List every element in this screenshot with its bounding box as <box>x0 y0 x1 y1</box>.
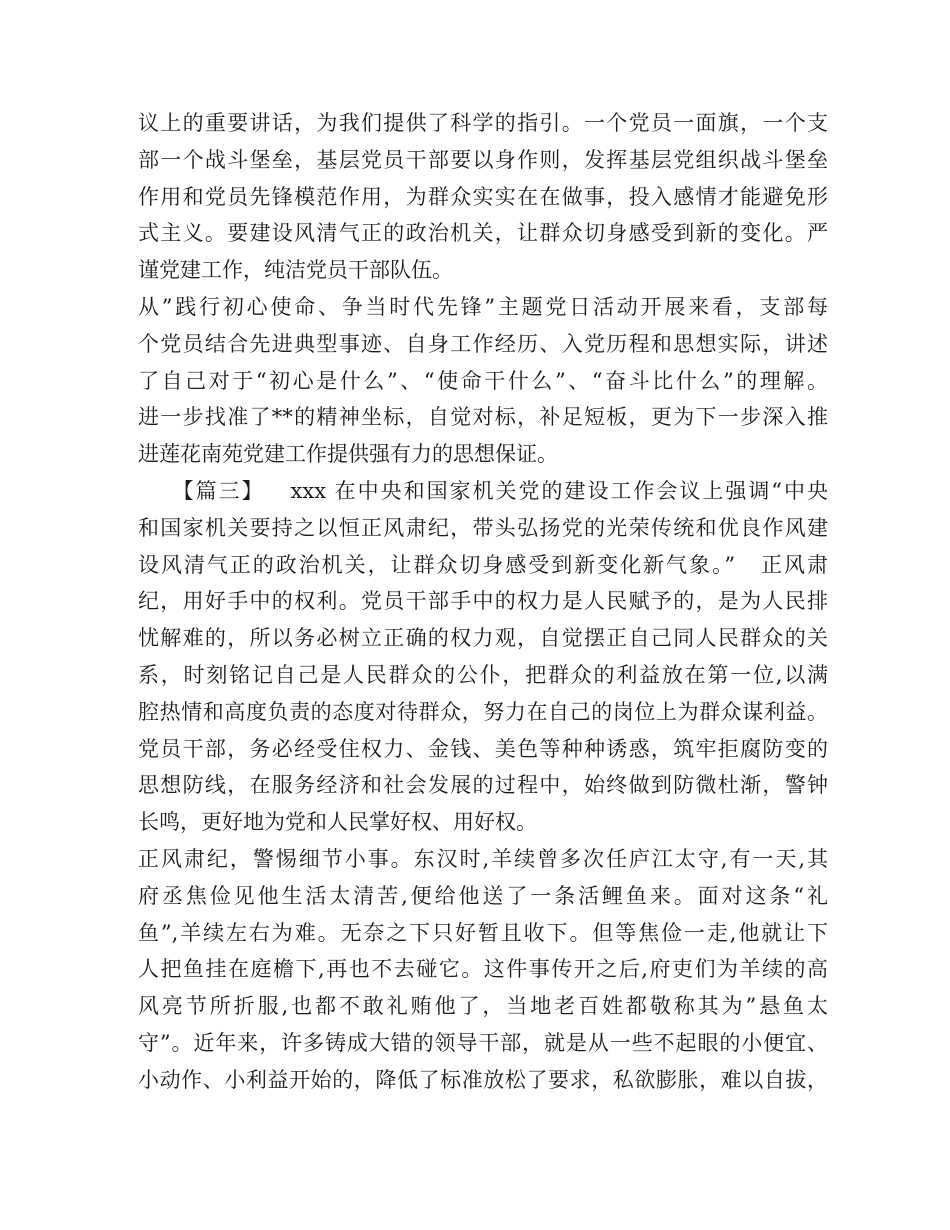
text-line: 正风肃纪，警惕细节小事。东汉时,羊续曾多次任庐江太守,有一天,其 <box>138 846 828 871</box>
section-heading-line: 【篇三】 xxx 在中央和国家机关党的建设工作会议上强调“中央 <box>138 478 828 503</box>
text-line: 人把鱼挂在庭檐下,再也不去碰它。这件事传开之后,府吏们为羊续的高 <box>138 957 828 982</box>
text-line: 忧解难的，所以务必树立正确的权力观，自觉摆正自己同人民群众的关 <box>138 626 828 651</box>
text-line: 议上的重要讲话，为我们提供了科学的指引。一个党员一面旗，一个支 <box>138 111 828 135</box>
text-line: 谨党建工作，纯洁党员干部队伍。 <box>138 258 453 283</box>
text-line: 系，时刻铭记自己是人民群众的公仆，把群众的利益放在第一位,以满 <box>138 662 828 687</box>
text-line: 进一步找准了**的精神坐标，自觉对标，补足短板，更为下一步深入推 <box>138 405 828 430</box>
text-line: 守”。近年来，许多铸成大错的领导干部，就是从一些不起眼的小便宜、 <box>138 1030 828 1055</box>
text-line: 党员干部，务必经受住权力、金钱、美色等种种诱惑，筑牢拒腐防变的 <box>138 736 828 761</box>
text-line: 个党员结合先进典型事迹、自身工作经历、入党历程和思想实际，讲述 <box>138 331 828 356</box>
text-line: 纪，用好手中的权利。党员干部手中的权力是人民赋予的，是为人民排 <box>138 589 828 614</box>
text-line: 进莲花南苑党建工作提供强有力的思想保证。 <box>138 442 558 467</box>
text-line: 鱼”,羊续左右为难。无奈之下只好暂且收下。但等焦俭一走,他就让下 <box>138 920 828 945</box>
text-line: 府丞焦俭见他生活太清苦,便给他送了一条活鲤鱼来。面对这条“礼 <box>138 883 828 908</box>
text-line: 式主义。要建设风清气正的政治机关，让群众切身感受到新的变化。严 <box>138 221 828 246</box>
text-line: 和国家机关要持之以恒正风肃纪，带头弘扬党的光荣传统和优良作风建 <box>138 515 828 540</box>
text-line: 长鸣，更好地为党和人民掌好权、用好权。 <box>138 810 537 835</box>
text-line: 腔热情和高度负责的态度对待群众，努力在自己的岗位上为群众谋利益。 <box>138 699 828 724</box>
text-line: 部一个战斗堡垒，基层党员干部要以身作则，发挥基层党组织战斗堡垒 <box>138 147 828 172</box>
text-line: 作用和党员先锋模范作用，为群众实实在在做事，投入感情才能避免形 <box>138 184 828 209</box>
text-line: 风亮节所折服,也都不敢礼贿他了，当地老百姓都敬称其为”悬鱼太 <box>138 994 828 1019</box>
body-text <box>138 105 828 1099</box>
text-line: 从”践行初心使命、争当时代先锋”主题党日活动开展来看，支部每 <box>138 294 828 319</box>
text-line: 思想防线，在服务经济和社会发展的过程中，始终做到防微杜渐，警钟 <box>138 773 828 798</box>
text-line: 设风清气正的政治机关，让群众切身感受到新变化新气象。” 正风肃 <box>138 552 828 577</box>
text-line: 小动作、小利益开始的，降低了标准放松了要求，私欲膨胀，难以自拔， <box>138 1067 828 1092</box>
text-line: 了自己对于“初心是什么”、“使命干什么”、“奋斗比什么”的理解。 <box>138 368 828 393</box>
